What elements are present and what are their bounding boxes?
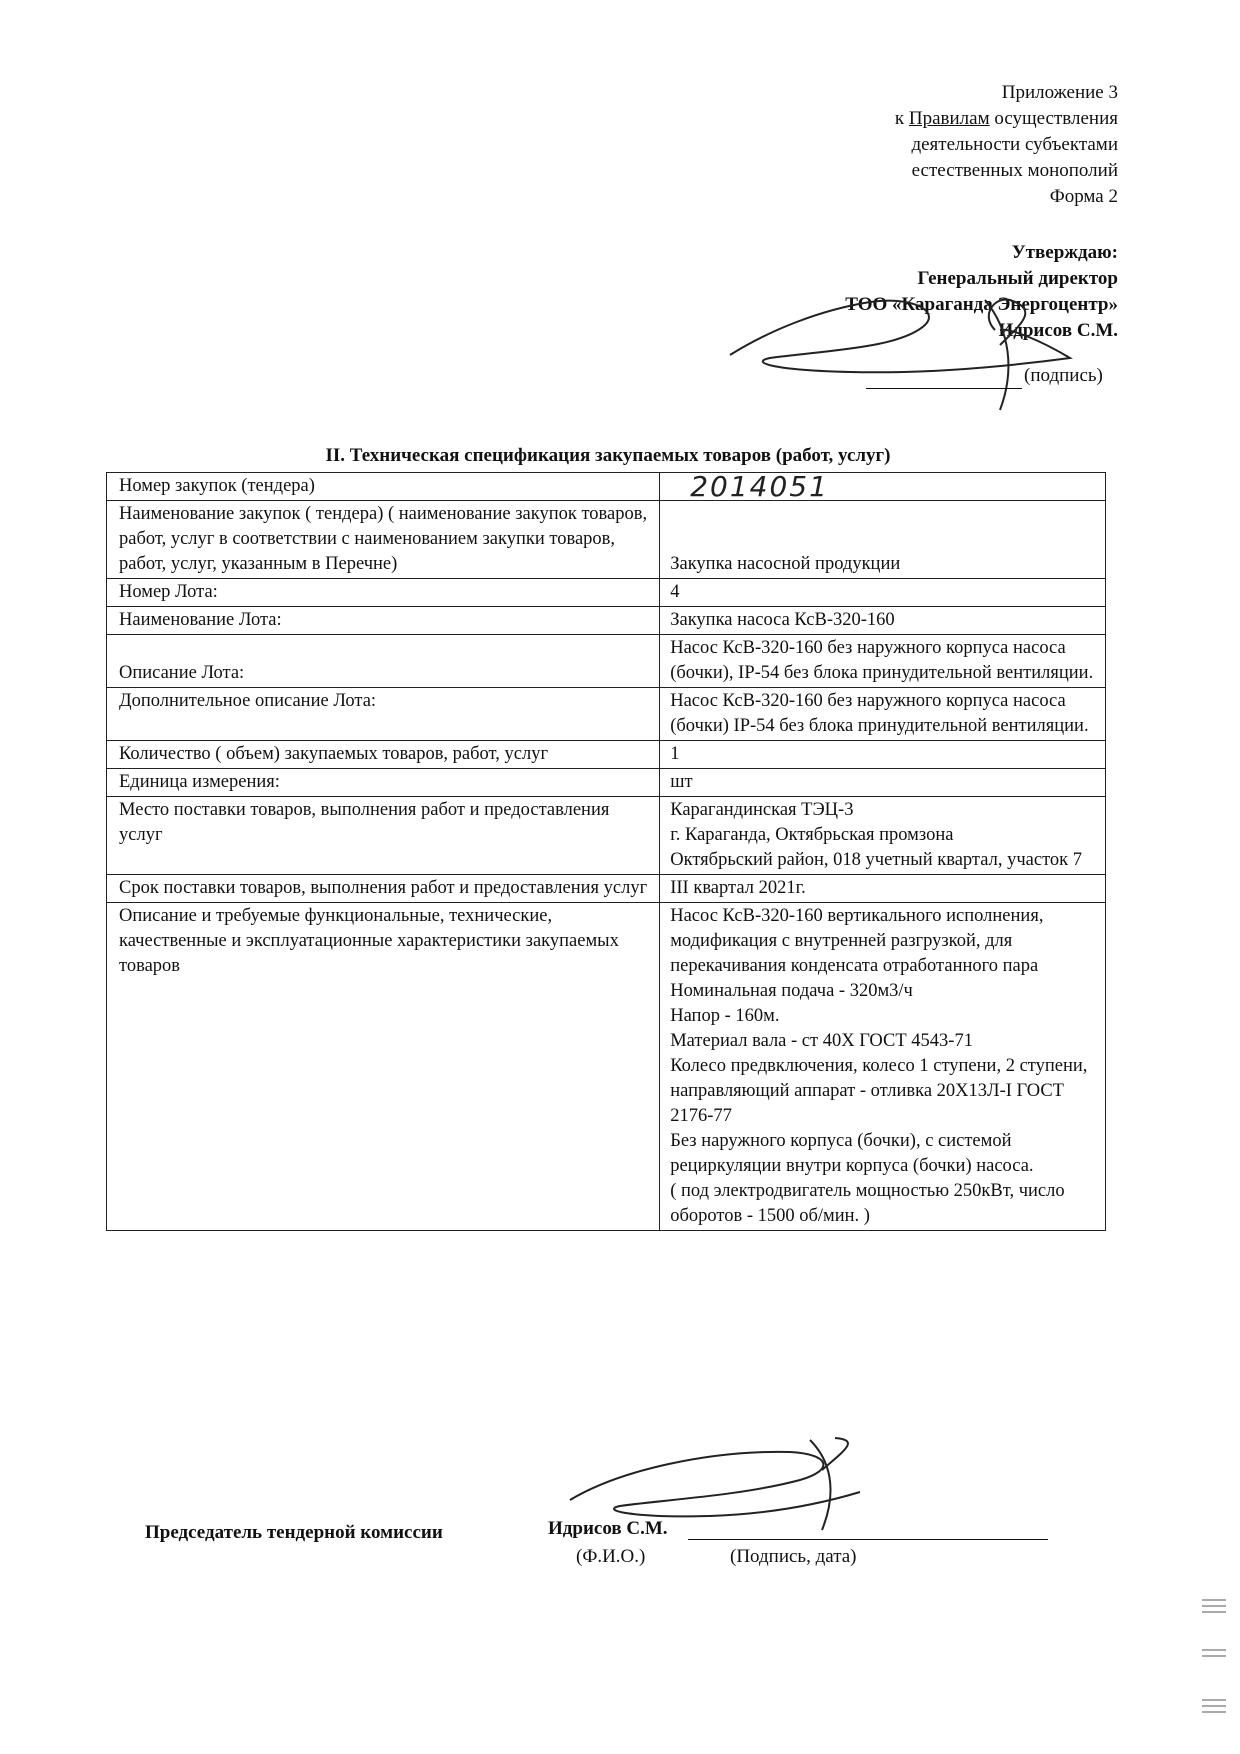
spec-row-value	[660, 635, 1106, 688]
appendix-line-fragment: осуществления	[989, 108, 1118, 129]
spec-row-value	[660, 903, 1106, 1231]
spec-row-label: Номер закупок (тендера)	[107, 473, 660, 501]
spec-row-value	[660, 797, 1106, 875]
spec-row-label: Описание Лота:	[107, 635, 660, 688]
spec-value-line: Насос КсВ-320-160 вертикального исполнения, модификация с внутренней разгрузкой, для перекачивания конденсата отработанного пара	[670, 906, 1044, 976]
appendix-line: естественных монополий	[911, 160, 1118, 181]
chairman-signature-line	[688, 1539, 1048, 1540]
rules-link[interactable]: Правилам	[908, 108, 990, 129]
spec-row-value	[660, 769, 1106, 797]
spec-row-label: Единица измерения:	[107, 769, 660, 797]
spec-row-label: Количество ( объем) закупаемых товаров, работ, услуг	[107, 741, 660, 769]
signature-caption: (подпись)	[1024, 365, 1103, 386]
spec-row	[107, 875, 1106, 903]
spec-row-label: Срок поставки товаров, выполнения работ и предоставления услуг	[107, 875, 660, 903]
director-signature	[710, 270, 1130, 420]
spec-value-line: Материал вала - ст 40Х ГОСТ 4543-71	[670, 1031, 973, 1051]
appendix-line: Форма 2	[1049, 186, 1118, 207]
approval-line: ТОО «Караганда Энергоцентр»	[845, 294, 1118, 315]
spec-row	[107, 473, 1106, 501]
spec-row-value	[660, 688, 1106, 741]
spec-row	[107, 501, 1106, 579]
spec-value-line: шт	[670, 772, 693, 792]
scan-margin-marks	[1200, 1590, 1230, 1750]
handwritten-tender-number: 2014051	[690, 470, 829, 503]
appendix-line	[598, 106, 1118, 132]
spec-row-label: Номер Лота:	[107, 579, 660, 607]
spec-table-body	[107, 470, 1106, 1231]
spec-value-line: Насос КсВ-320-160 без наружного корпуса насоса (бочки), IP-54 без блока принудительной вентиляции.	[670, 638, 1094, 683]
approval-line: Утверждаю:	[1011, 242, 1118, 263]
appendix-block	[598, 80, 1118, 210]
spec-row-label: Наименование закупок ( тендера) ( наименование закупок товаров, работ, услуг в соответствии с наименованием закупки товаров, работ, услуг, указанным в Перечне)	[107, 501, 660, 579]
spec-value-line: Колесо предвключения, колесо 1 ступени, 2 ступени, направляющий аппарат - отливка 20Х13Л-I ГОСТ 2176-77	[670, 1056, 1088, 1126]
spec-value-line: Октябрьский район, 018 учетный квартал, участок 7	[670, 850, 1083, 870]
signature-date-caption: (Подпись, дата)	[730, 1546, 857, 1567]
spec-row	[107, 797, 1106, 875]
spec-row	[107, 635, 1106, 688]
spec-value-line: Без наружного корпуса (бочки), с системой рециркуляции внутри корпуса (бочки) насоса.	[670, 1131, 1034, 1176]
spec-row-value	[660, 470, 1106, 503]
spec-row	[107, 903, 1106, 1231]
spec-row-value	[660, 607, 1106, 635]
spec-value-line: Карагандинская ТЭЦ-3	[670, 800, 854, 820]
fio-caption: (Ф.И.О.)	[576, 1546, 646, 1567]
spec-value-line: Напор - 160м.	[670, 1006, 780, 1026]
spec-row	[107, 607, 1106, 635]
spec-value-line: Номинальная подача - 320м3/ч	[670, 981, 913, 1001]
signature-line	[866, 388, 1022, 389]
spec-value-line: 4	[670, 582, 680, 602]
section-title: II. Техническая спецификация закупаемых товаров (работ, услуг)	[325, 445, 891, 466]
spec-row-label: Место поставки товаров, выполнения работ и предоставления услуг	[107, 797, 660, 875]
spec-value-line: III квартал 2021г.	[670, 878, 806, 898]
spec-value-line: Закупка насоса КсВ-320-160	[670, 610, 895, 630]
appendix-line: деятельности субъектами	[911, 134, 1118, 155]
chairman-role: Председатель тендерной комиссии	[145, 1522, 443, 1543]
spec-row	[107, 741, 1106, 769]
spec-row	[107, 769, 1106, 797]
spec-value-line: ( под электродвигатель мощностью 250кВт, число оборотов - 1500 об/мин. )	[670, 1181, 1065, 1226]
spec-value-line: Закупка насосной продукции	[670, 554, 901, 574]
spec-value-line: г. Караганда, Октябрьская промзона	[670, 825, 954, 845]
spec-row-label: Дополнительное описание Лота:	[107, 688, 660, 741]
spec-table	[106, 472, 1106, 1231]
spec-row-label: Наименование Лота:	[107, 607, 660, 635]
spec-row-value	[660, 501, 1106, 579]
appendix-line: Приложение 3	[1001, 82, 1118, 103]
approval-line: Идрисов С.М.	[998, 320, 1118, 341]
spec-row	[107, 688, 1106, 741]
spec-row	[107, 579, 1106, 607]
spec-row-label: Описание и требуемые функциональные, технические, качественные и эксплуатационные характеристики закупаемых товаров	[107, 903, 660, 1231]
spec-row-value	[660, 875, 1106, 903]
spec-row-value	[660, 579, 1106, 607]
appendix-line-fragment: к	[894, 108, 909, 129]
spec-value-line: Насос КсВ-320-160 без наружного корпуса насоса (бочки) IP-54 без блока принудительной вентиляции.	[670, 691, 1089, 736]
approval-line: Генеральный директор	[917, 268, 1118, 289]
chairman-name: Идрисов С.М.	[548, 1518, 668, 1539]
spec-row-value	[660, 741, 1106, 769]
spec-value-line: 1	[670, 744, 680, 764]
